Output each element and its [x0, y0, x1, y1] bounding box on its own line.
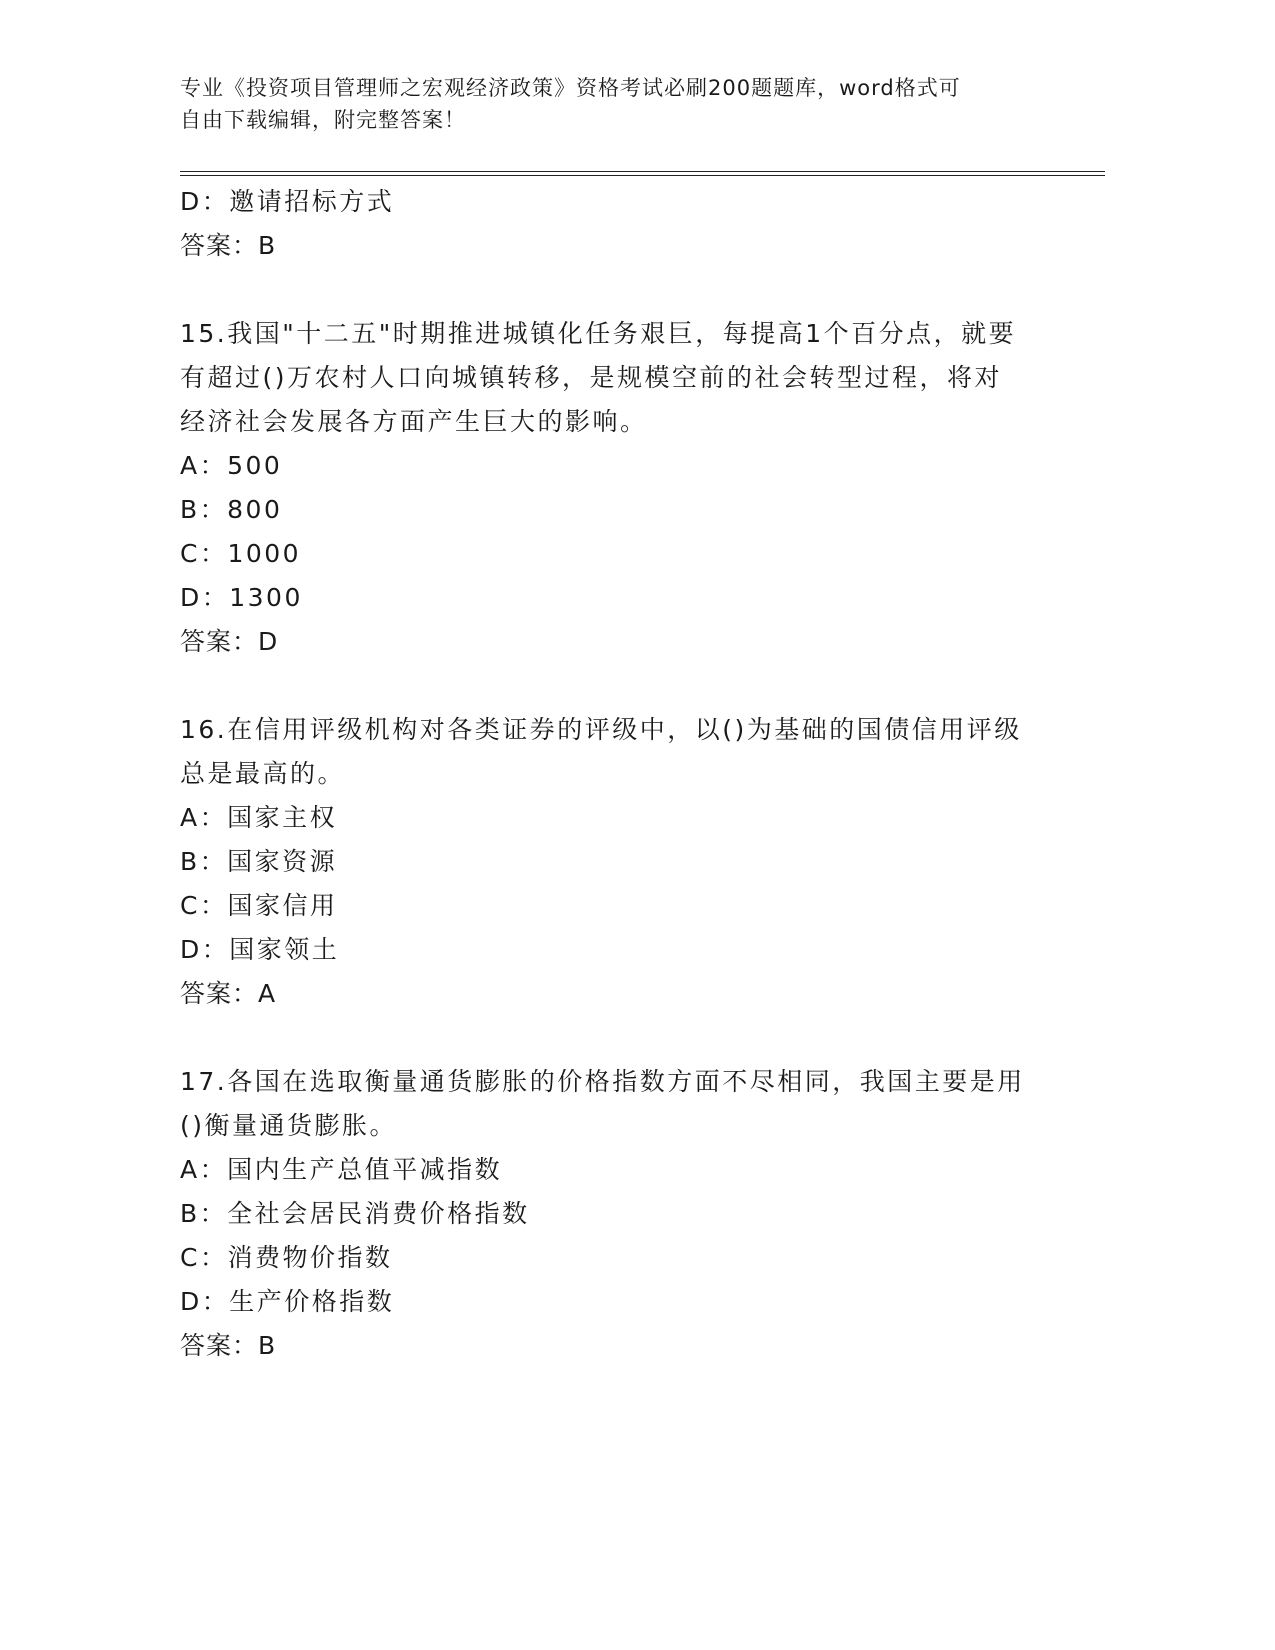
- answer-line: 答案：B: [180, 231, 277, 260]
- question-text-line: 总是最高的。: [180, 759, 346, 788]
- answer-line: 答案：A: [180, 979, 277, 1008]
- option-d: D：生产价格指数: [180, 1287, 395, 1316]
- spacer: [180, 268, 1060, 312]
- option-a: A：500: [180, 451, 283, 480]
- question-text-line: 17.各国在选取衡量通货膨胀的价格指数方面不尽相同，我国主要是用: [180, 1067, 1025, 1096]
- option-a: A：国内生产总值平减指数: [180, 1155, 503, 1184]
- question-text-line: 16.在信用评级机构对各类证券的评级中，以()为基础的国债信用评级: [180, 715, 1022, 744]
- answer-line: 答案：B: [180, 1331, 277, 1360]
- question-15: [180, 312, 1060, 664]
- option-c: C：消费物价指数: [180, 1243, 393, 1272]
- answer-line: 答案：D: [180, 627, 279, 656]
- option-d: D：邀请招标方式: [180, 187, 395, 216]
- document-header: [180, 72, 1050, 136]
- option-b: B：800: [180, 495, 283, 524]
- spacer: [180, 664, 1060, 708]
- question-text-line: 经济社会发展各方面产生巨大的影响。: [180, 407, 648, 436]
- option-b: B：国家资源: [180, 847, 338, 876]
- option-c: C：国家信用: [180, 891, 338, 920]
- question-16: [180, 708, 1060, 1016]
- header-line-1: 专业《投资项目管理师之宏观经济政策》资格考试必刷200题题库，word格式可: [180, 76, 961, 100]
- question-text-line: 有超过()万农村人口向城镇转移，是规模空前的社会转型过程，将对: [180, 363, 1003, 392]
- option-a: A：国家主权: [180, 803, 338, 832]
- question-text-line: ()衡量通货膨胀。: [180, 1111, 398, 1140]
- question-text-line: 15.我国"十二五"时期推进城镇化任务艰巨，每提高1个百分点，就要: [180, 319, 1017, 348]
- question-17: [180, 1060, 1060, 1368]
- option-d: D：国家领土: [180, 935, 340, 964]
- option-c: C：1000: [180, 539, 302, 568]
- spacer: [180, 1016, 1060, 1060]
- option-b: B：全社会居民消费价格指数: [180, 1199, 530, 1228]
- header-line-2: 自由下载编辑，附完整答案！: [180, 108, 466, 132]
- header-divider: [180, 171, 1105, 176]
- previous-question-tail: [180, 180, 1060, 268]
- option-d: D：1300: [180, 583, 303, 612]
- question-list: [180, 180, 1060, 1368]
